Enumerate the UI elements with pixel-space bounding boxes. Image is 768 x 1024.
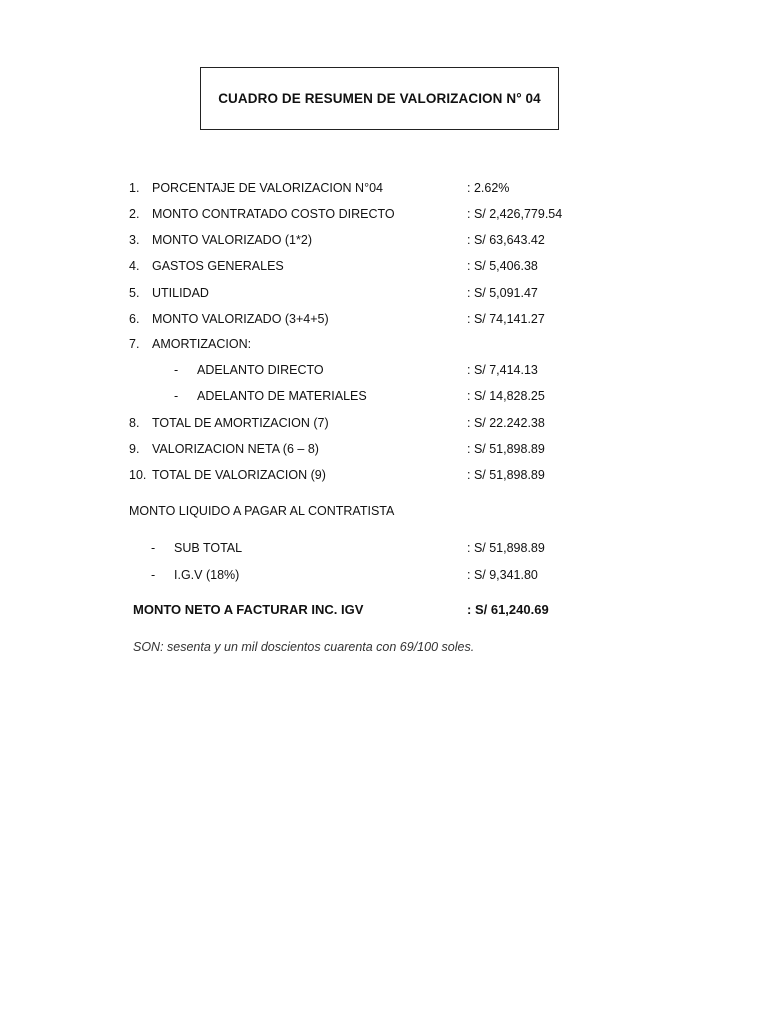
row-value: : S/ 9,341.80 bbox=[467, 568, 538, 582]
row-label: ADELANTO DIRECTO bbox=[197, 363, 324, 377]
payment-row-igv bbox=[0, 565, 768, 585]
document-title: CUADRO DE RESUMEN DE VALORIZACION N° 04 bbox=[218, 91, 541, 106]
row-label: TOTAL DE VALORIZACION (9) bbox=[152, 468, 326, 482]
summary-row-6 bbox=[0, 309, 768, 329]
summary-row-3 bbox=[0, 230, 768, 250]
summary-row-5 bbox=[0, 283, 768, 303]
row-label: UTILIDAD bbox=[152, 286, 209, 300]
row-label: MONTO CONTRATADO COSTO DIRECTO bbox=[152, 207, 395, 221]
row-number: 8. bbox=[129, 416, 140, 430]
payment-total-row bbox=[0, 600, 768, 620]
row-label: MONTO VALORIZADO (1*2) bbox=[152, 233, 312, 247]
row-value: : S/ 74,141.27 bbox=[467, 312, 545, 326]
row-value: : S/ 14,828.25 bbox=[467, 389, 545, 403]
row-value: : S/ 5,091.47 bbox=[467, 286, 538, 300]
bullet-dash: - bbox=[151, 541, 156, 555]
bullet-dash: - bbox=[174, 363, 179, 377]
total-value: : S/ 61,240.69 bbox=[467, 602, 549, 617]
row-number: 7. bbox=[129, 337, 140, 351]
amount-in-words: SON: sesenta y un mil doscientos cuarenta con 69/100 soles. bbox=[133, 640, 475, 654]
bullet-dash: - bbox=[174, 389, 179, 403]
row-value: : S/ 51,898.89 bbox=[467, 541, 545, 555]
row-label: MONTO VALORIZADO (3+4+5) bbox=[152, 312, 329, 326]
row-label: PORCENTAJE DE VALORIZACION N°04 bbox=[152, 181, 383, 195]
summary-row-10 bbox=[0, 465, 768, 485]
row-value: : S/ 51,898.89 bbox=[467, 468, 545, 482]
row-value: : S/ 22.242.38 bbox=[467, 416, 545, 430]
title-box bbox=[200, 67, 559, 130]
amortizacion-row-1 bbox=[0, 360, 768, 380]
row-number: 4. bbox=[129, 259, 140, 273]
row-number: 3. bbox=[129, 233, 140, 247]
row-number: 10. bbox=[129, 468, 147, 482]
summary-row-8 bbox=[0, 413, 768, 433]
row-value: : S/ 7,414.13 bbox=[467, 363, 538, 377]
row-label: SUB TOTAL bbox=[174, 541, 243, 555]
bullet-dash: - bbox=[151, 568, 156, 582]
summary-row-7 bbox=[0, 334, 768, 354]
row-value: : S/ 5,406.38 bbox=[467, 259, 538, 273]
row-label: VALORIZACION NETA (6 – 8) bbox=[152, 442, 319, 456]
amortizacion-row-2 bbox=[0, 386, 768, 406]
total-label: MONTO NETO A FACTURAR INC. IGV bbox=[133, 602, 364, 617]
row-value: : S/ 63,643.42 bbox=[467, 233, 545, 247]
row-label: ADELANTO DE MATERIALES bbox=[197, 389, 367, 403]
row-label: AMORTIZACION: bbox=[152, 337, 252, 351]
row-value: : 2.62% bbox=[467, 181, 510, 195]
summary-row-1 bbox=[0, 178, 768, 198]
row-label: I.G.V (18%) bbox=[174, 568, 240, 582]
payment-row-subtotal bbox=[0, 538, 768, 558]
row-label: GASTOS GENERALES bbox=[152, 259, 284, 273]
summary-row-4 bbox=[0, 256, 768, 276]
payment-heading: MONTO LIQUIDO A PAGAR AL CONTRATISTA bbox=[129, 504, 395, 518]
row-label: TOTAL DE AMORTIZACION (7) bbox=[152, 416, 329, 430]
row-number: 9. bbox=[129, 442, 140, 456]
row-number: 1. bbox=[129, 181, 140, 195]
row-number: 6. bbox=[129, 312, 140, 326]
summary-row-2 bbox=[0, 204, 768, 224]
row-number: 5. bbox=[129, 286, 140, 300]
row-value: : S/ 51,898.89 bbox=[467, 442, 545, 456]
row-number: 2. bbox=[129, 207, 140, 221]
summary-row-9 bbox=[0, 439, 768, 459]
row-value: : S/ 2,426,779.54 bbox=[467, 207, 563, 221]
